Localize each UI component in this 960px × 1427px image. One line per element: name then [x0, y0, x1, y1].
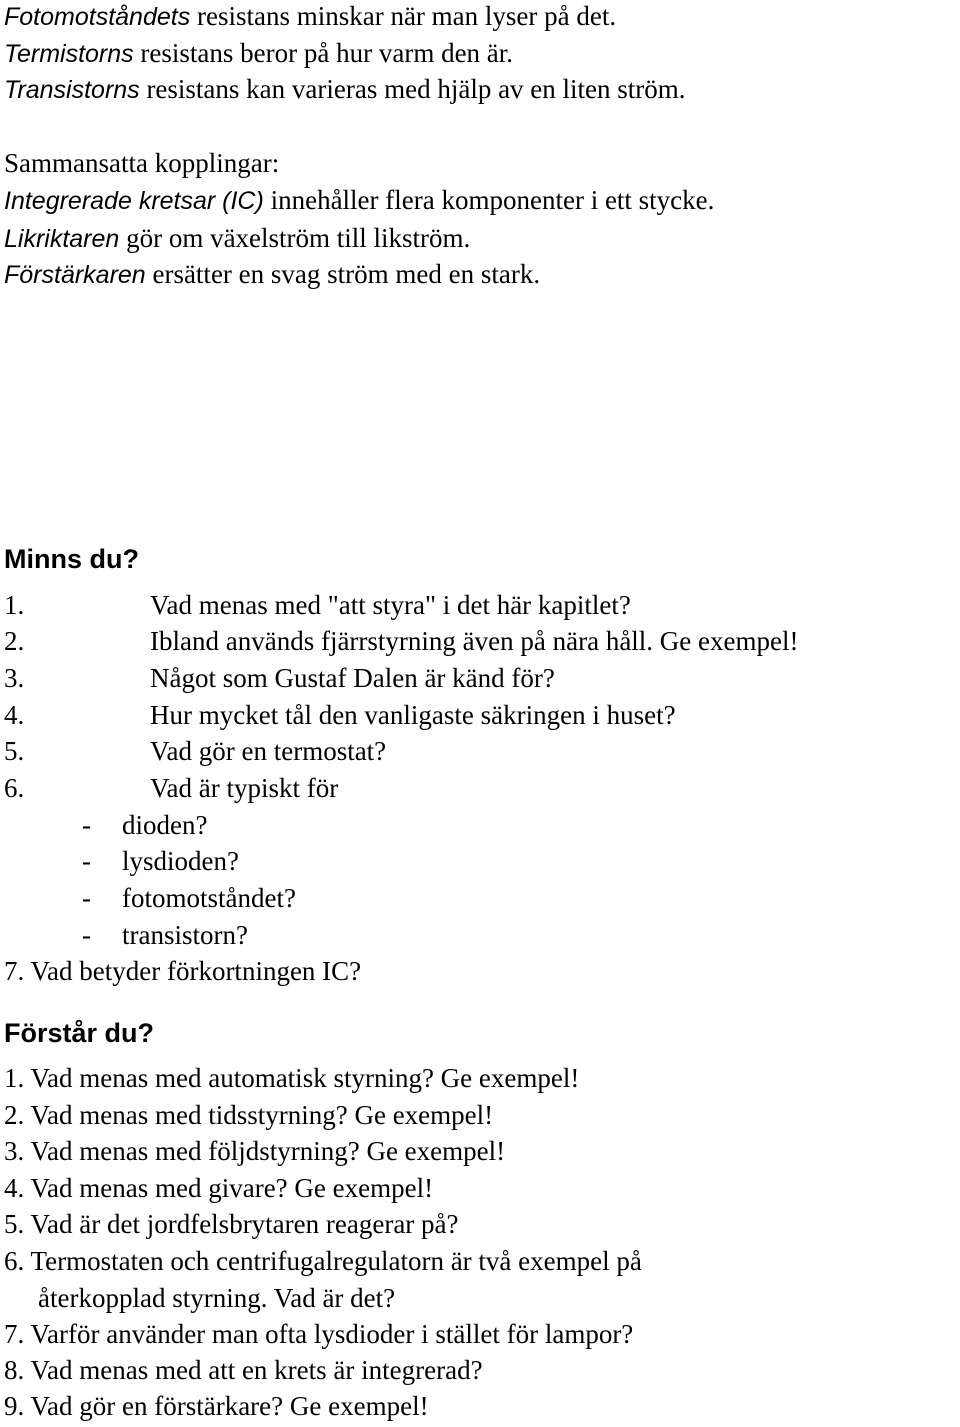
term: Förstärkaren	[4, 261, 146, 289]
term: Termistorns	[4, 40, 134, 68]
sub-item	[0, 807, 960, 843]
intro-line	[4, 35, 513, 72]
question-text: 8. Vad menas med att en krets är integrerad?	[4, 1355, 483, 1385]
question-item	[0, 1352, 960, 1388]
question-text: 3. Vad menas med följdstyrning? Ge exempel!	[4, 1136, 506, 1166]
question-text: Vad menas med "att styra" i det här kapitlet?	[150, 590, 631, 620]
question-continuation	[0, 1280, 960, 1316]
question-item	[0, 1316, 960, 1352]
question-item	[0, 587, 960, 623]
question-number: 1.	[4, 590, 25, 620]
question-text: Vad är typiskt för	[150, 773, 339, 803]
question-text: 4. Vad menas med givare? Ge exempel!	[4, 1173, 434, 1203]
question-text: återkopplad styrning. Vad är det?	[38, 1283, 396, 1313]
question-text: Hur mycket tål den vanligaste säkringen i huset?	[150, 700, 676, 730]
sub-text: fotomotståndet?	[122, 883, 296, 913]
question-item	[0, 1133, 960, 1169]
line-text: resistans beror på hur varm den är.	[133, 38, 514, 68]
question-text: Ibland används fjärrstyrning även på nära håll. Ge exempel!	[150, 626, 799, 656]
term: Fotomotståndets	[4, 3, 191, 31]
question-number: 2.	[4, 626, 25, 656]
question-item	[0, 770, 960, 806]
question-number: 5.	[4, 736, 25, 766]
combined-line	[4, 182, 714, 219]
sub-text: transistorn?	[122, 920, 248, 950]
term: Likriktaren	[4, 225, 120, 253]
question-item	[0, 733, 960, 769]
question-item	[0, 1097, 960, 1133]
question-item	[0, 1388, 960, 1424]
term: Integrerade kretsar (IC)	[4, 187, 264, 215]
question-text: 2. Vad menas med tidsstyrning? Ge exempel!	[4, 1100, 494, 1130]
sub-text: lysdioden?	[122, 846, 239, 876]
question-text: 9. Vad gör en förstärkare? Ge exempel!	[4, 1391, 429, 1421]
sub-item	[0, 843, 960, 879]
dash: -	[82, 883, 91, 913]
dash: -	[82, 846, 91, 876]
question-item	[0, 1243, 960, 1279]
question-text: 7. Varför använder man ofta lysdioder i stället för lampor?	[4, 1319, 634, 1349]
term: Transistorns	[4, 76, 140, 104]
dash: -	[82, 810, 91, 840]
question-number: 4.	[4, 700, 25, 730]
combined-line	[4, 256, 540, 293]
intro-line	[4, 71, 686, 108]
section-heading: Sammansatta kopplingar:	[4, 148, 280, 178]
question-text: 1. Vad menas med automatisk styrning? Ge exempel!	[4, 1063, 580, 1093]
sub-item	[0, 917, 960, 953]
line-text: ersätter en svag ström med en stark.	[145, 259, 541, 289]
intro-line	[4, 0, 616, 35]
question-item	[0, 1060, 960, 1096]
question-number: 6.	[4, 773, 25, 803]
combined-line	[4, 220, 470, 257]
question-item	[0, 1206, 960, 1242]
question-item	[0, 623, 960, 659]
question-item	[0, 660, 960, 696]
question-text: 5. Vad är det jordfelsbrytaren reagerar på?	[4, 1209, 459, 1239]
line-text: resistans minskar när man lyser på det.	[190, 1, 617, 31]
forstar-heading: Förstår du?	[4, 1018, 155, 1048]
question-item	[0, 953, 960, 989]
line-text: resistans kan varieras med hjälp av en liten ström.	[139, 74, 686, 104]
question-text: Något som Gustaf Dalen är känd för?	[150, 663, 555, 693]
line-text: gör om växelström till likström.	[119, 223, 471, 253]
line-text: innehåller flera komponenter i ett stycke.	[263, 185, 715, 215]
question-text: 7. Vad betyder förkortningen IC?	[4, 956, 362, 986]
question-text: 6. Termostaten och centrifugalregulatorn är två exempel på	[4, 1246, 642, 1276]
question-item	[0, 697, 960, 733]
sub-item	[0, 880, 960, 916]
question-item	[0, 1170, 960, 1206]
dash: -	[82, 920, 91, 950]
sub-text: dioden?	[122, 810, 208, 840]
question-text: Vad gör en termostat?	[150, 736, 387, 766]
minns-heading: Minns du?	[4, 544, 139, 574]
question-number: 3.	[4, 663, 25, 693]
